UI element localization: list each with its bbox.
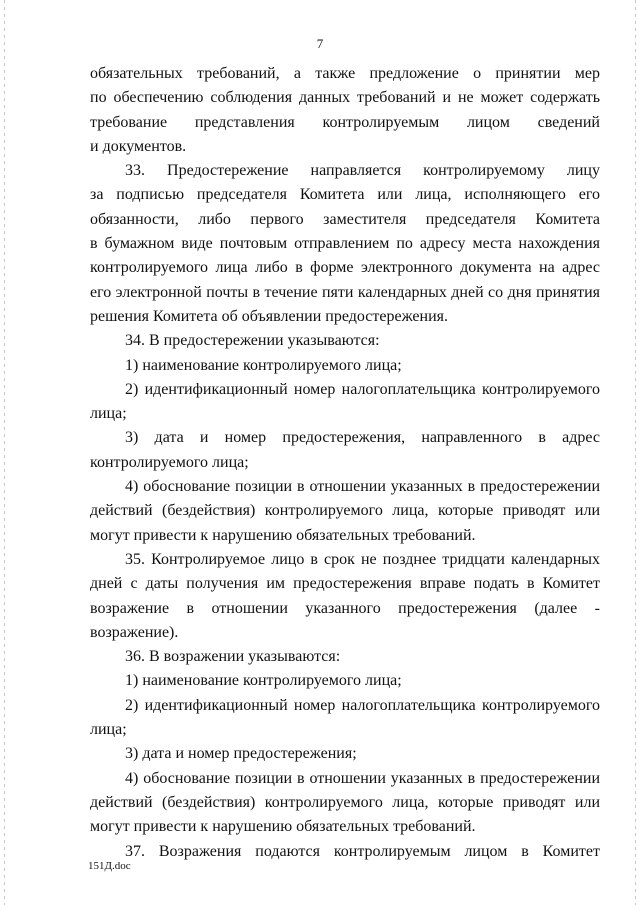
list-item: 4) обоснование позиции в отношении указанных в предостережении [125,478,600,496]
text-line: действий (бездействия) контролируемого лица, которые приводят или [90,793,600,811]
text-line: возражение). [90,623,179,641]
scan-edge-right [635,0,636,905]
text-line: действий (бездействия) контролируемого лица, которые приводят или [90,502,600,520]
scan-edge-left [4,0,5,905]
paragraph-33-start: 33. Предостережение направляется контролируемому лицу [125,162,600,180]
list-item: 4) обоснование позиции в отношении указанных в предостережении [125,769,600,787]
text-line: по обеспечению соблюдения данных требований и не может содержать [90,89,600,107]
text-line: в бумажном виде почтовым отправлением по адресу места нахождения [90,235,600,253]
list-item: 2) идентификационный номер налогоплательщика контролируемого [125,696,600,714]
text-line: дней с даты получения им предостережения вправе подать в Комитет [90,575,600,593]
text-line: за подписью председателя Комитета или лица, исполняющего его [90,186,600,204]
text-line: его электронной почты в течение пяти календарных дней со дня принятия [90,283,600,301]
page-number: 7 [316,36,324,51]
list-item: 1) наименование контролируемого лица; [125,356,402,374]
text-line: возражение в отношении указанного предостережения (далее - [90,599,600,617]
text-line: требование представления контролируемым лицом сведений [90,113,600,131]
text-line: обязанности, либо первого заместителя председателя Комитета [90,210,600,228]
list-item: 1) наименование контролируемого лица; [125,672,402,690]
paragraph-37-start: 37. Возражения подаются контролируемым лицом в Комитет [125,842,600,860]
text-line: лица; [90,721,127,739]
text-line: решения Комитета об объявлении предостережения. [90,307,448,325]
text-line: лица; [90,405,127,423]
text-line: обязательных требований, а также предложение о принятии мер [90,65,600,82]
footer-filename: 151Д.doc [88,860,131,872]
list-item: 2) идентификационный номер налогоплательщика контролируемого [125,380,600,398]
paragraph-36-start: 36. В возражении указываются: [125,648,341,666]
text-line: и документов. [90,137,187,155]
list-item: 3) дата и номер предостережения; [125,745,357,763]
text-line: могут привести к нарушению обязательных требований. [90,526,476,544]
paragraph-35-start: 35. Контролируемое лицо в срок не позднее тридцати календарных [125,550,600,568]
list-item: 3) дата и номер предостережения, направленного в адрес [125,429,600,447]
text-line: контролируемого лица; [90,453,249,471]
document-body [90,62,600,864]
text-line: могут привести к нарушению обязательных требований. [90,818,476,836]
text-line: контролируемого лица либо в форме электронного документа на адрес [90,259,600,277]
paragraph-34-start: 34. В предостережении указываются: [125,332,380,350]
